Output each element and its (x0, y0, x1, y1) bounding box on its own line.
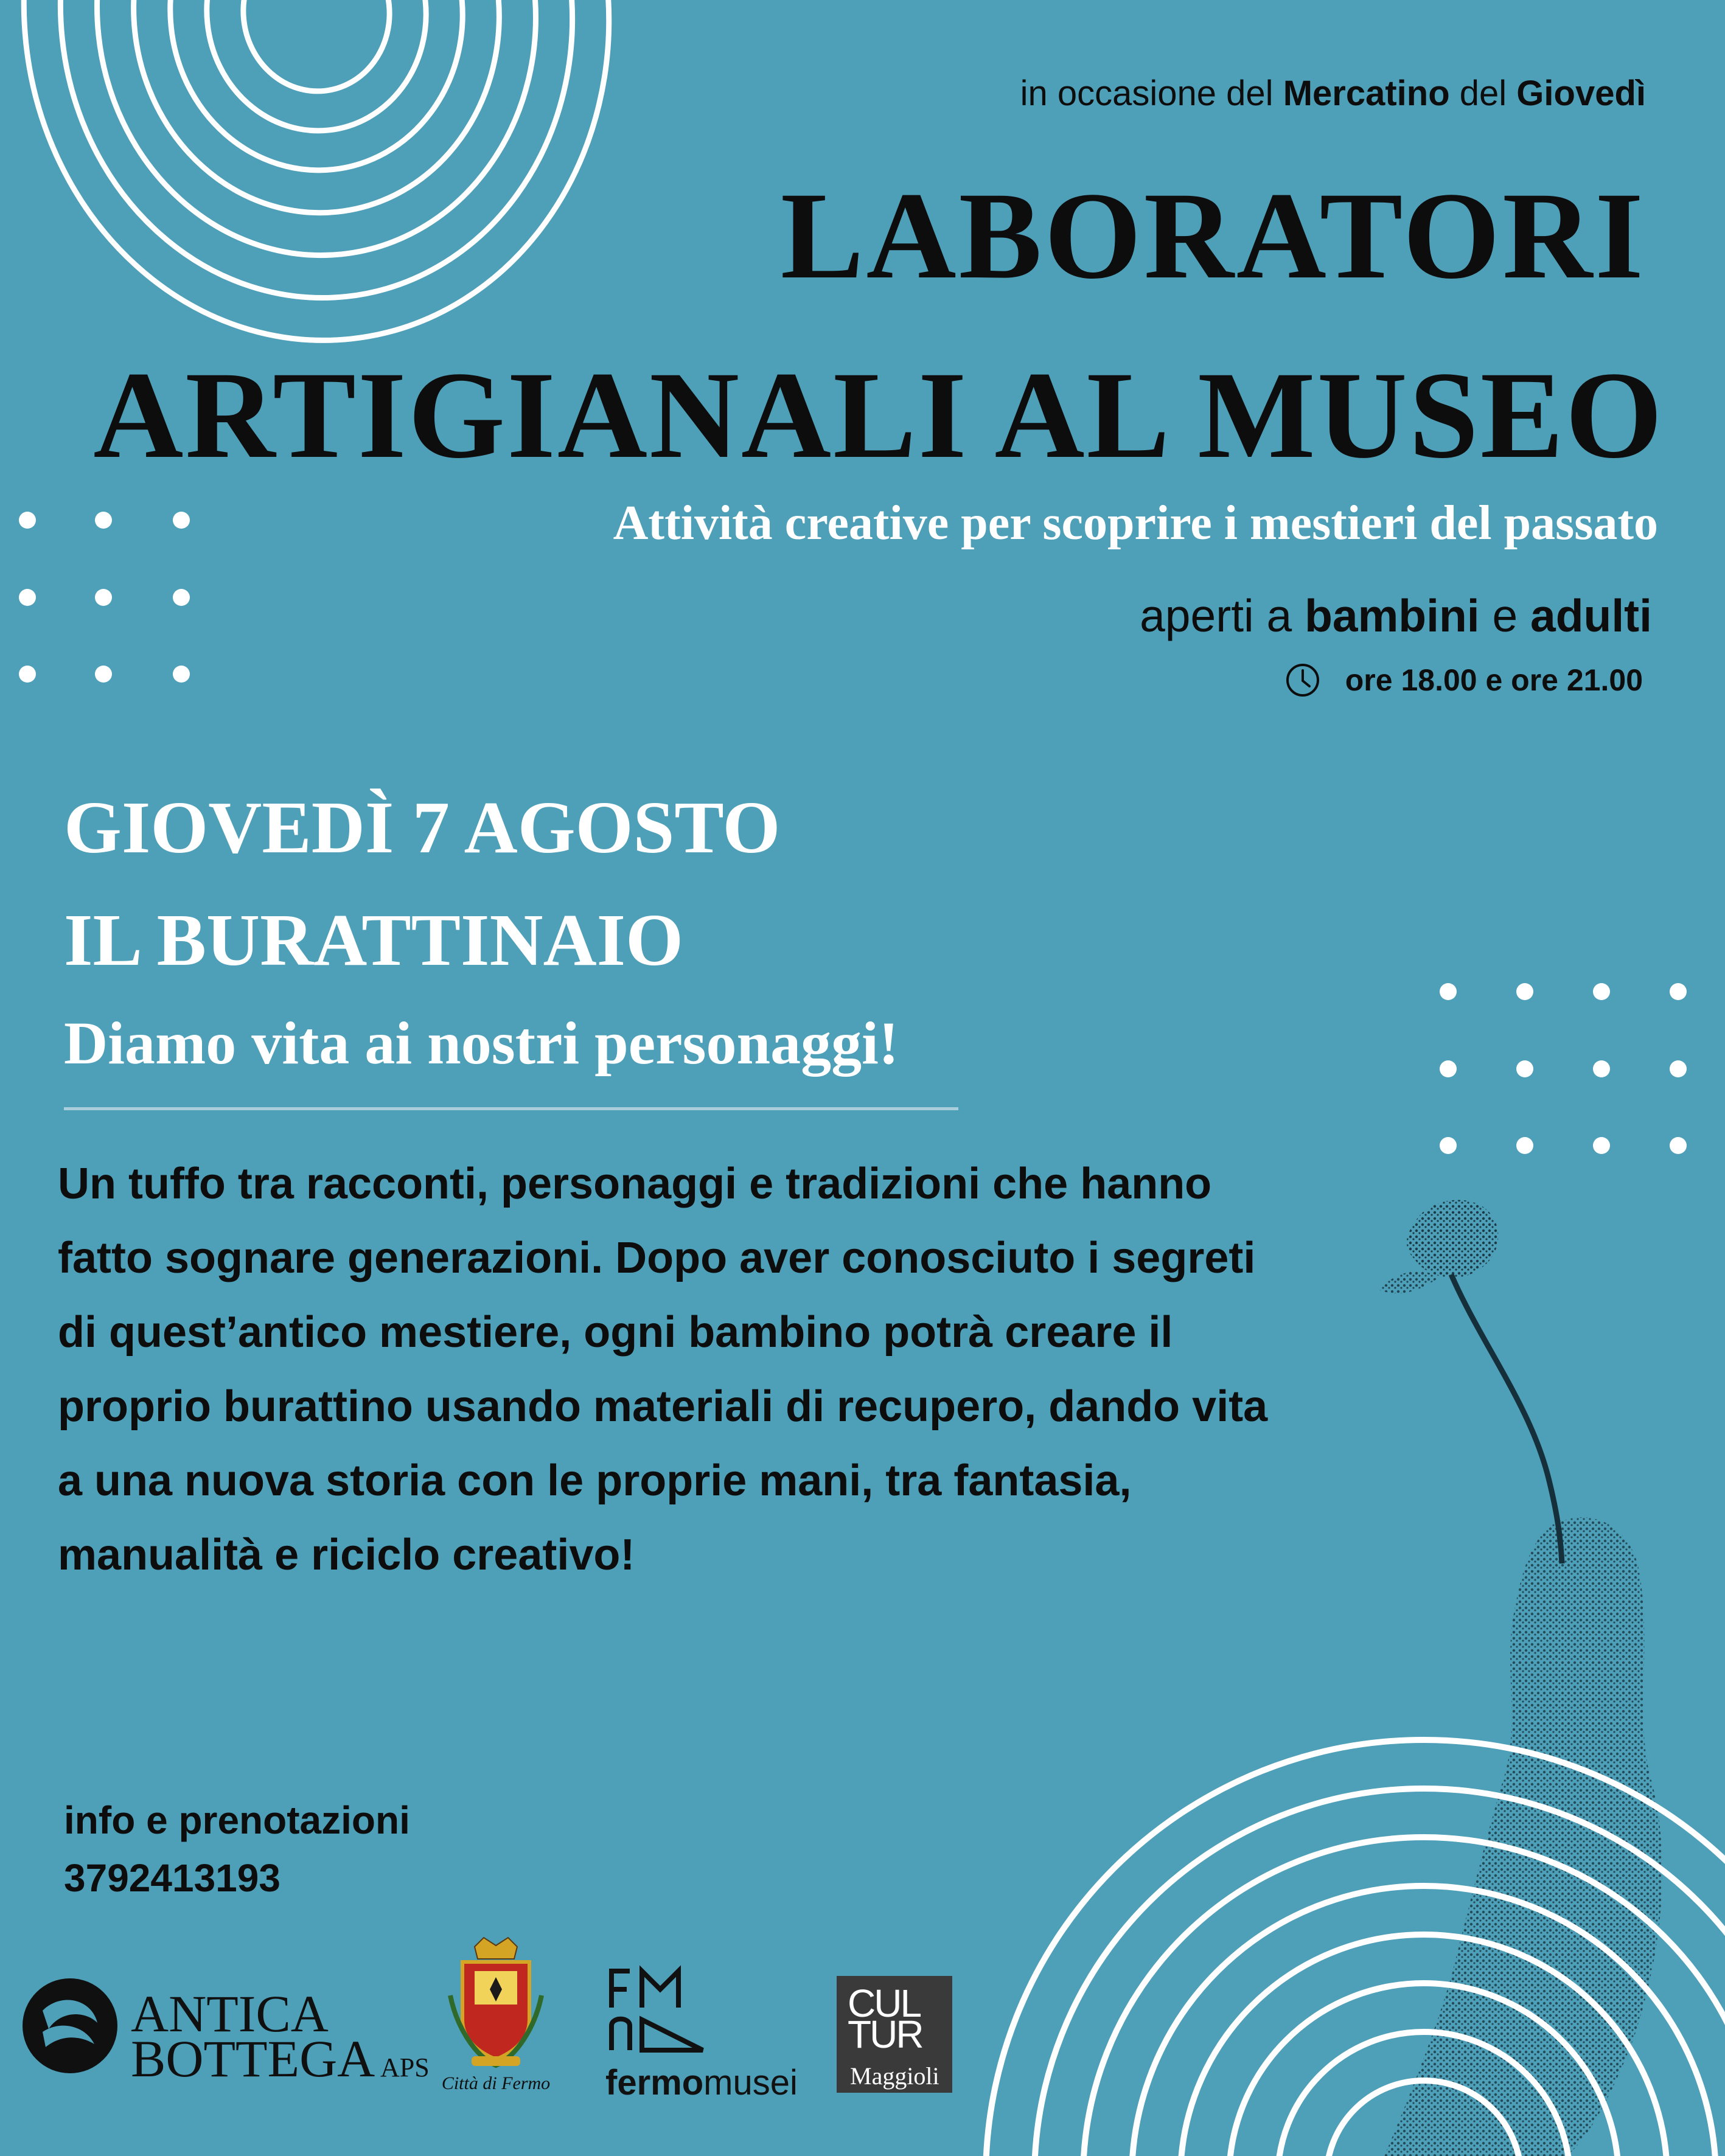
antica-bottega-mark-icon (18, 1974, 122, 2078)
occasion-bold-mercatino: Mercatino (1283, 74, 1450, 113)
cultur-maggioli-logo (837, 1976, 952, 2093)
audience-bold-adults: adulti (1530, 590, 1652, 641)
clock-icon (1284, 662, 1321, 698)
divider (64, 1107, 958, 1110)
fermo-crest-icon (438, 1935, 554, 2071)
main-title-line-1: LABORATORI (780, 167, 1646, 305)
times-text: ore 18.00 e ore 21.00 (1345, 663, 1643, 697)
fermo-musei-logo (605, 1965, 812, 2102)
bottega-suffix: APS (380, 2053, 430, 2082)
occasion-line: in occasione del Mercatino del Giovedì (1020, 74, 1646, 113)
fermo-musei-wordmark: fermomusei (605, 2063, 798, 2102)
swirl-decoration-bottom (961, 1716, 1725, 2156)
antica-bottega-logo (18, 1974, 432, 2096)
subtitle: Attività creative per scoprire i mestieri del passato (613, 496, 1658, 550)
fermo-musei-mark-icon (605, 1965, 727, 2056)
bottega-name-line-1: ANTICA (131, 1984, 329, 2043)
info-label: info e prenotazioni (64, 1798, 410, 1842)
bottega-name-line-2: BOTTEGA (131, 2029, 375, 2088)
swirl-decoration-top (0, 0, 633, 377)
audience-bold-children: bambini (1305, 590, 1480, 641)
event-date: GIOVEDÌ 7 AGOSTO (64, 787, 781, 869)
event-description: Un tuffo tra racconti, personaggi e tradizioni che hanno fatto sognare generazioni. Dopo aver conosciuto i segreti di quest’antico mestiere, ogni bambino potrà creare il proprio burattino usando materiali di recupero, dando vita a una nuova storia con le proprie mani, tra fantasia, manualità e riciclo creativo! (58, 1160, 1268, 1579)
occasion-bold-giovedi: Giovedì (1516, 74, 1646, 113)
dots-decoration-right (1436, 976, 1704, 1159)
info-phone[interactable]: 3792413193 (64, 1856, 281, 1900)
audience-line: aperti a bambini e adulti (1140, 590, 1652, 641)
citta-di-fermo-logo (438, 1935, 554, 2093)
dots-decoration-left (12, 505, 207, 687)
main-title-line-2: ARTIGIANALI AL MUSEO (93, 346, 1664, 484)
schedule-times (1284, 662, 1643, 698)
event-name: IL BURATTINAIO (64, 899, 684, 981)
fermo-caption: Città di Fermo (441, 2073, 551, 2093)
cultur-sub: Maggioli (850, 2062, 939, 2090)
cultur-wordmark: CUL TUR (848, 1981, 922, 2057)
event-tagline: Diamo vita ai nostri personaggi! (64, 1009, 899, 1077)
